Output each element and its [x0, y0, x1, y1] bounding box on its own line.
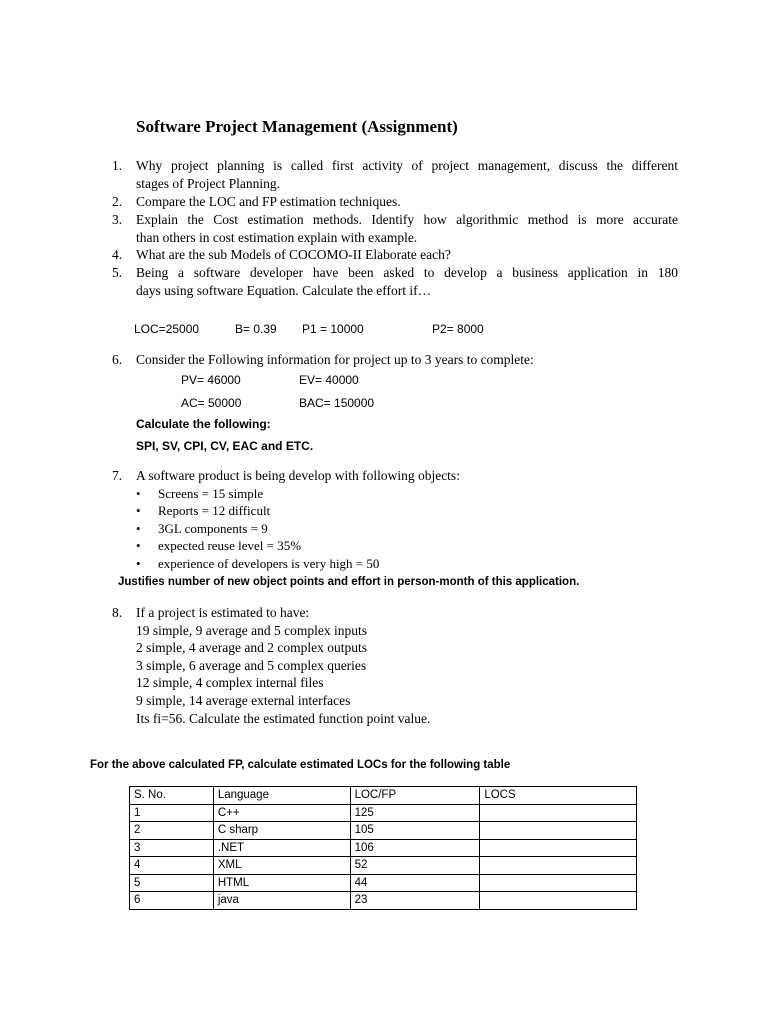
question-text: days using software Equation. Calculate the effort if…	[136, 282, 432, 298]
table-cell: C sharp	[213, 822, 350, 840]
table-row	[130, 804, 637, 822]
table-cell	[480, 892, 637, 910]
column-header: LOCS	[480, 787, 637, 805]
bullet-icon: •	[136, 486, 141, 501]
question-line: 2 simple, 4 average and 2 complex outputs	[136, 640, 367, 656]
param-b: B= 0.39	[235, 322, 277, 336]
value-pv: PV= 46000	[181, 373, 241, 387]
table-header-row	[130, 787, 637, 805]
column-header: S. No.	[130, 787, 214, 805]
bullet-icon: •	[136, 520, 141, 536]
table-cell	[480, 804, 637, 822]
bullet-icon: •	[136, 555, 141, 571]
question-text: A software product is being develop with following objects:	[136, 468, 460, 483]
question-number: 6.	[112, 352, 123, 367]
question-text: than others in cost estimation explain with example.	[136, 229, 418, 245]
list-item: • 3GL components = 9	[136, 520, 268, 536]
question-text: Compare the LOC and FP estimation techniques.	[136, 194, 401, 209]
table-cell: XML	[213, 857, 350, 875]
table-cell: C++	[213, 804, 350, 822]
table-cell: 23	[350, 892, 480, 910]
table-cell: 4	[130, 857, 214, 875]
column-header: LOC/FP	[350, 787, 480, 805]
question-line: Its fi=56. Calculate the estimated function point value.	[136, 710, 431, 726]
table-cell	[480, 839, 637, 857]
value-bac: BAC= 150000	[299, 396, 375, 410]
table-cell: 3	[130, 839, 214, 857]
table-cell: 6	[130, 892, 214, 910]
list-item: • Screens = 15 simple	[136, 486, 264, 501]
table-cell: HTML	[213, 874, 350, 892]
loc-table	[129, 786, 637, 910]
page-title: Software Project Management (Assignment)	[136, 117, 458, 136]
question-line: 9 simple, 14 average external interfaces	[136, 692, 351, 708]
question-line: 19 simple, 9 average and 5 complex inputs	[136, 622, 367, 638]
table-row	[130, 874, 637, 892]
table-cell: java	[213, 892, 350, 910]
table-cell: 105	[350, 822, 480, 840]
param-p1: P1 = 10000	[302, 322, 364, 336]
table-cell: 2	[130, 822, 214, 840]
question-text: stages of Project Planning.	[136, 175, 280, 191]
question-text: If a project is estimated to have:	[136, 605, 310, 620]
bullet-icon: •	[136, 503, 141, 519]
question-line: 3 simple, 6 average and 5 complex queries	[136, 657, 367, 673]
question-number: 7.	[112, 468, 123, 483]
question-line: 12 simple, 4 complex internal files	[136, 675, 324, 691]
table-cell: 5	[130, 874, 214, 892]
calc-metrics: SPI, SV, CPI, CV, EAC and ETC.	[136, 439, 314, 453]
list-item: • experience of developers is very high = 50	[136, 555, 380, 571]
table-cell: 106	[350, 839, 480, 857]
table-row	[130, 892, 637, 910]
question-number: 3.	[112, 212, 123, 227]
table-cell	[480, 822, 637, 840]
object-list	[136, 485, 379, 572]
table-cell	[480, 874, 637, 892]
question-number: 2.	[112, 194, 123, 209]
value-ev: EV= 40000	[299, 373, 359, 387]
table-cell: 52	[350, 857, 480, 875]
bullet-icon: •	[136, 538, 141, 554]
question-text: Explain the Cost estimation methods. Identify how algorithmic method is more accurate	[136, 212, 678, 227]
justify-note: Justifies number of new object points and effort in person-month of this application.	[118, 576, 580, 588]
question-number: 8.	[112, 605, 123, 620]
list-item: • expected reuse level = 35%	[136, 538, 302, 554]
column-header: Language	[213, 787, 350, 805]
question-text: Consider the Following information for project up to 3 years to complete:	[136, 352, 534, 367]
param-p2: P2= 8000	[432, 322, 484, 336]
question-text: What are the sub Models of COCOMO-II Elaborate each?	[136, 247, 451, 262]
table-cell: 1	[130, 804, 214, 822]
table-cell: 125	[350, 804, 480, 822]
table-row	[130, 839, 637, 857]
table-intro: For the above calculated FP, calculate estimated LOCs for the following table	[90, 759, 511, 771]
table-cell	[480, 857, 637, 875]
question-number: 4.	[112, 247, 123, 262]
table-row	[130, 822, 637, 840]
table-cell: .NET	[213, 839, 350, 857]
question-text: Why project planning is called first activity of project management, discuss the different	[136, 158, 678, 173]
question-number: 1.	[112, 158, 123, 173]
table-cell: 44	[350, 874, 480, 892]
calc-label: Calculate the following:	[136, 417, 271, 431]
list-item: • Reports = 12 difficult	[136, 503, 271, 519]
table-row	[130, 857, 637, 875]
param-loc: LOC=25000	[134, 322, 200, 336]
question-number: 5.	[112, 265, 123, 280]
value-ac: AC= 50000	[181, 396, 242, 410]
question-text: Being a software developer have been asked to develop a business application in 180	[136, 265, 678, 280]
